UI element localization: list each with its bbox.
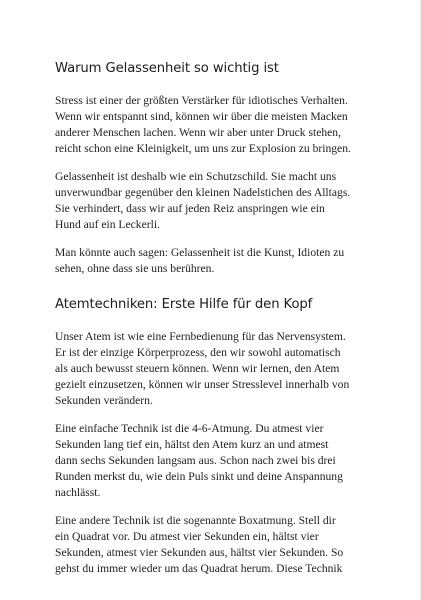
text-line: Sekunden lang tief ein, hältst den Atem kurz an und atmest xyxy=(55,438,329,451)
paragraph xyxy=(55,169,367,233)
text-line: als auch bewusst steuern können. Wenn wir lernen, den Atem xyxy=(55,362,340,375)
text-line: Gelassenheit ist deshalb wie ein Schutzschild. Sie macht uns xyxy=(55,170,337,183)
text-line: Stress ist einer der größten Verstärker für idiotisches Verhalten. xyxy=(55,94,348,107)
section-heading: Atemtechniken: Erste Hilfe für den Kopf xyxy=(55,297,313,312)
text-line: Wenn wir entspannt sind, können wir über die meisten Macken xyxy=(55,110,348,123)
text-line: gezielt einzusetzen, können wir unser Stresslevel innerhalb von xyxy=(55,378,350,391)
page-content xyxy=(55,60,367,589)
text-line: sehen, ohne dass sie uns berühren. xyxy=(55,262,215,275)
text-line: Hund auf ein Leckerli. xyxy=(55,218,160,231)
section-gelassenheit xyxy=(55,60,367,277)
text-line: anderer Menschen lachen. Wenn wir aber unter Druck stehen, xyxy=(55,126,341,139)
paragraph xyxy=(55,329,367,409)
paragraph xyxy=(55,421,367,501)
text-line: Man könnte auch sagen: Gelassenheit ist die Kunst, Idioten zu xyxy=(55,246,345,259)
text-line: unverwundbar gegenüber den kleinen Nadelstichen des Alltags. xyxy=(55,186,351,199)
text-line: Eine andere Technik ist die sogenannte Boxatmung. Stell dir xyxy=(55,514,336,527)
text-line: gehst du immer wieder um das Quadrat herum. Diese Technik xyxy=(55,562,343,575)
text-line: Er ist der einzige Körperprozess, den wir sowohl automatisch xyxy=(55,346,341,359)
text-line: nachlässt. xyxy=(55,486,101,499)
text-line: reicht schon eine Kleinigkeit, um uns zur Explosion zu bringen. xyxy=(55,142,351,155)
section-heading: Warum Gelassenheit so wichtig ist xyxy=(55,61,279,76)
text-line: dann sechs Sekunden langsam aus. Schon nach zwei bis drei xyxy=(55,454,336,467)
paragraph xyxy=(55,245,367,277)
text-line: Sekunden, atmest vier Sekunden aus, hältst vier Sekunden. So xyxy=(55,546,344,559)
paragraph xyxy=(55,513,367,577)
text-line: Unser Atem ist wie eine Fernbedienung für das Nervensystem. xyxy=(55,330,346,343)
section-atemtechniken xyxy=(55,296,367,577)
text-line: Runden merkst du, wie dein Puls sinkt und deine Anspannung xyxy=(55,470,343,483)
paragraph xyxy=(55,93,367,157)
text-line: Sie verhindert, dass wir auf jeden Reiz anspringen wie ein xyxy=(55,202,325,215)
text-line: Sekunden verändern. xyxy=(55,394,153,407)
text-line: ein Quadrat vor. Du atmest vier Sekunden ein, hältst vier xyxy=(55,530,319,543)
text-line: Eine einfache Technik ist die 4-6-Atmung. Du atmest vier xyxy=(55,422,324,435)
